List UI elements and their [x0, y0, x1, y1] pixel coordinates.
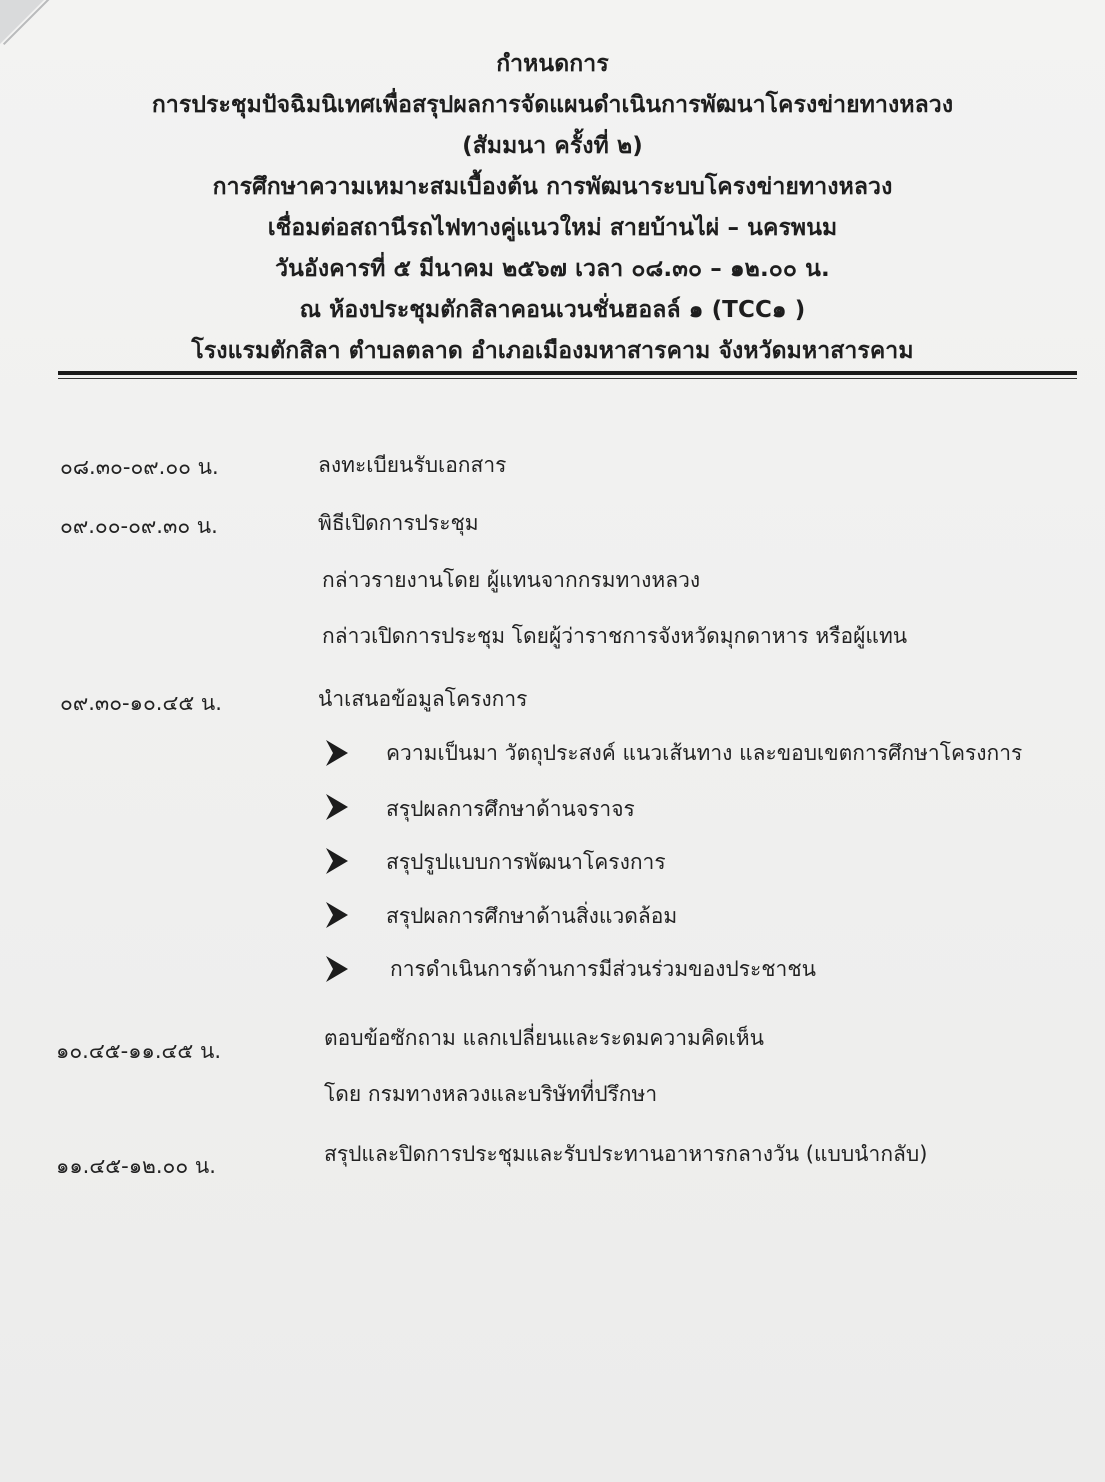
session-5-title: สรุปและปิดการประชุมและรับประทานอาหารกลางวัน (แบบนำกลับ) [324, 1142, 928, 1166]
session-3-time: ๐๙.๓๐-๑๐.๔๕ น. [60, 691, 222, 715]
arrow-bullet-icon [326, 848, 348, 874]
session-4-title: ตอบข้อซักถาม แลกเปลี่ยนและระดมความคิดเห็น [324, 1026, 764, 1050]
agenda-title: กำหนดการ [496, 51, 609, 77]
meeting-room: ณ ห้องประชุมตักสิลาคอนเวนชั่นฮอลล์ ๑ (TCC๑ ) [299, 297, 806, 323]
meeting-name: การประชุมปัจฉิมนิเทศเพื่อสรุปผลการจัดแผนดำเนินการพัฒนาโครงข่ายทางหลวง [151, 92, 954, 118]
session-3-bullet-4: สรุปผลการศึกษาด้านสิ่งแวดล้อม [386, 904, 678, 928]
session-1-title: ลงทะเบียนรับเอกสาร [318, 453, 507, 477]
session-4-by-line: โดย กรมทางหลวงและบริษัทที่ปรึกษา [324, 1082, 658, 1106]
session-2-opening-line: กล่าวเปิดการประชุม โดยผู้ว่าราชการจังหวัดมุกดาหาร หรือผู้แทน [322, 624, 908, 648]
session-3-title: นำเสนอข้อมูลโครงการ [318, 687, 528, 711]
session-2-title: พิธีเปิดการประชุม [318, 511, 479, 535]
session-5-time: ๑๑.๔๕-๑๒.๐๐ น. [56, 1154, 216, 1178]
arrow-bullet-icon [326, 740, 348, 766]
arrow-bullet-icon [326, 794, 348, 820]
session-3-bullet-2: สรุปผลการศึกษาด้านจราจร [386, 797, 635, 821]
session-4-time: ๑๐.๔๕-๑๑.๔๕ น. [56, 1039, 222, 1063]
arrow-bullet-icon [326, 902, 348, 928]
session-1-time: ๐๘.๓๐-๐๙.๐๐ น. [60, 455, 219, 479]
meeting-date-time: วันอังคารที่ ๕ มีนาคม ๒๕๖๗ เวลา ๐๘.๓๐ – ๑๒.๐๐ น. [275, 256, 830, 282]
session-3-bullet-3: สรุปรูปแบบการพัฒนาโครงการ [386, 850, 666, 874]
meeting-venue: โรงแรมตักสิลา ตำบลตลาด อำเภอเมืองมหาสารคาม จังหวัดมหาสารคาม [191, 338, 914, 364]
agenda-header [0, 44, 1105, 372]
folded-corner [0, 0, 44, 44]
session-3-bullet-1: ความเป็นมา วัตถุประสงค์ แนวเส้นทาง และขอบเขตการศึกษาโครงการ [386, 741, 1023, 765]
study-name: การศึกษาความเหมาะสมเบื้องต้น การพัฒนาระบบโครงข่ายทางหลวง [212, 174, 893, 200]
arrow-bullet-icon [326, 956, 348, 982]
route-name: เชื่อมต่อสถานีรถไฟทางคู่แนวใหม่ สายบ้านไผ่ – นครพนม [267, 215, 838, 241]
header-divider-thin [58, 378, 1077, 379]
header-divider-thick [58, 371, 1077, 375]
session-2-report-line: กล่าวรายงานโดย ผู้แทนจากกรมทางหลวง [322, 568, 701, 592]
session-3-bullet-5: การดำเนินการด้านการมีส่วนร่วมของประชาชน [390, 957, 816, 981]
seminar-number: (สัมมนา ครั้งที่ ๒) [462, 133, 643, 159]
session-2-time: ๐๙.๐๐-๐๙.๓๐ น. [60, 514, 218, 538]
